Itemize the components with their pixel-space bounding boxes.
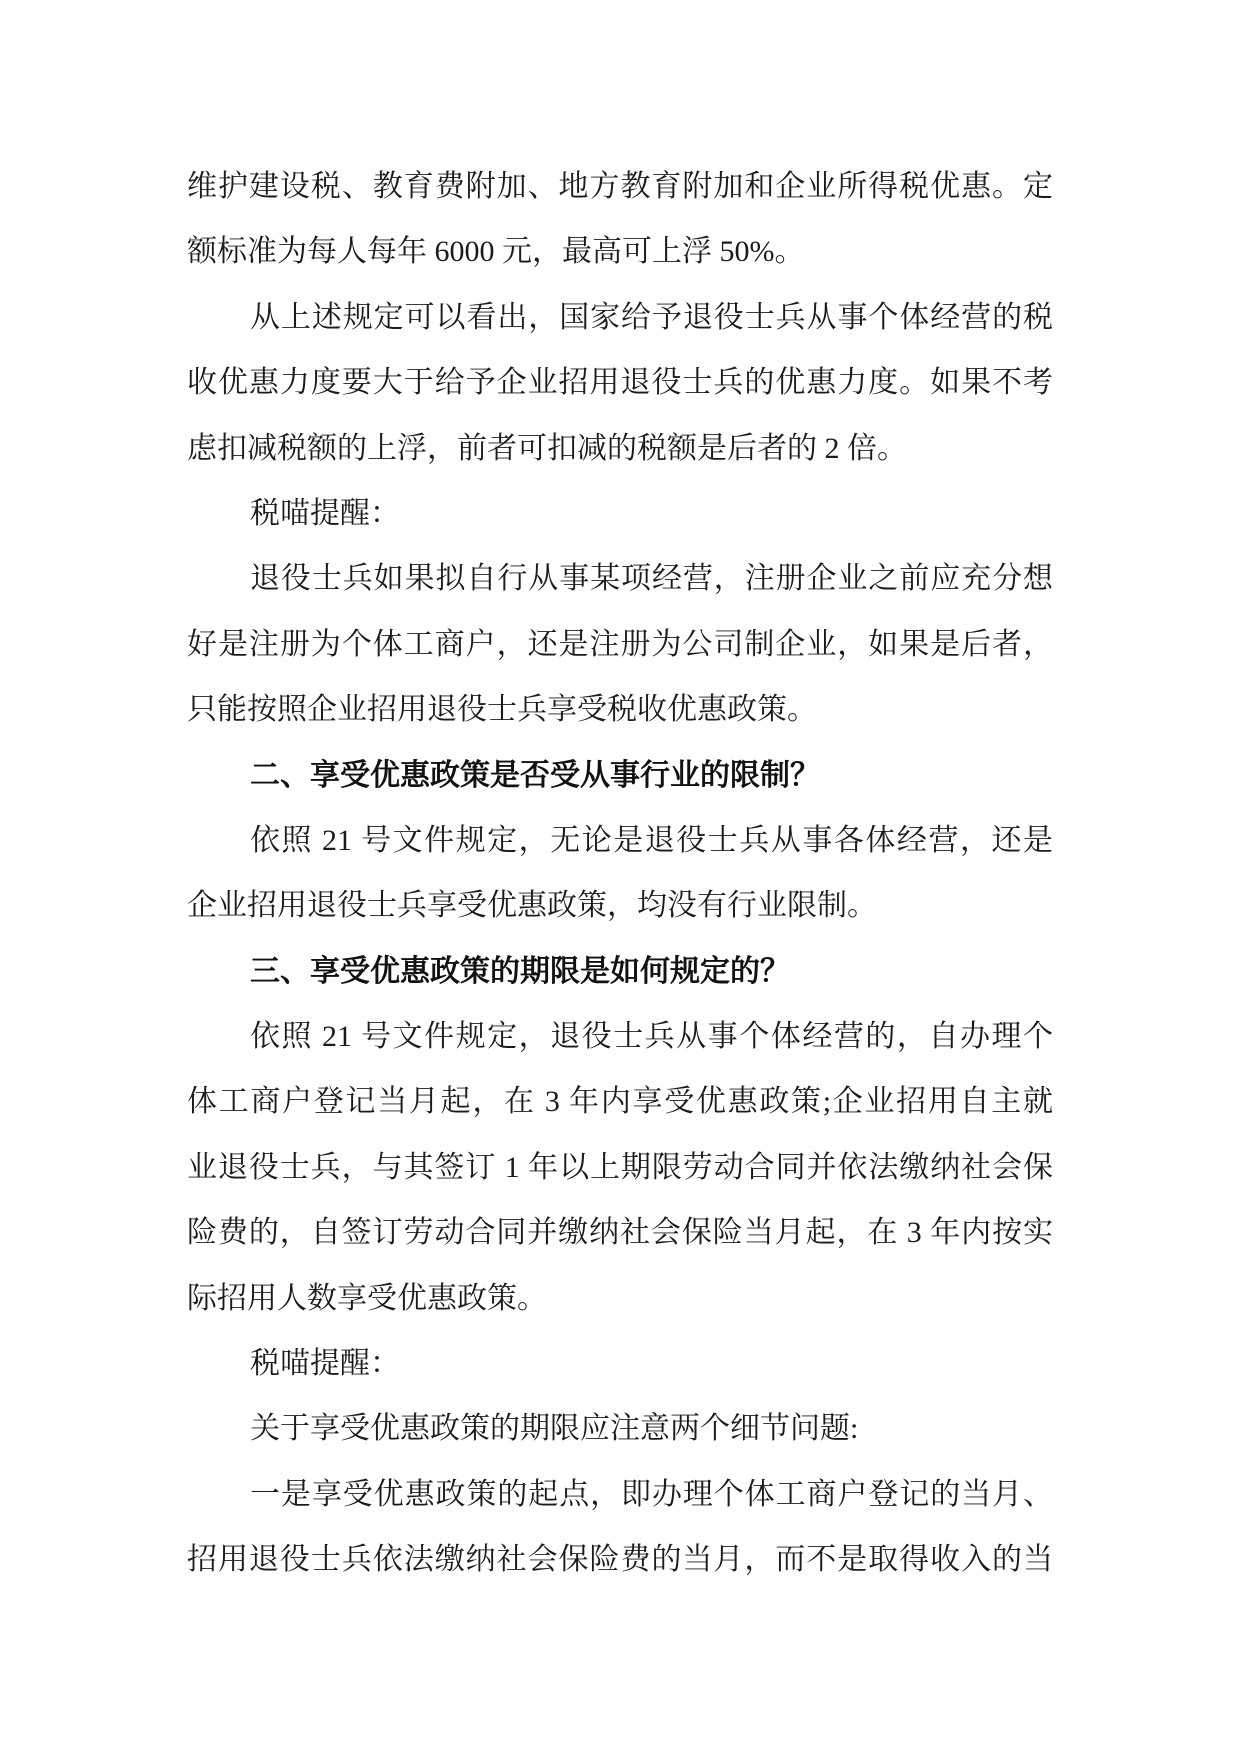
body-text-line: 虑扣减税额的上浮，前者可扣减的税额是后者的 2 倍。 <box>187 431 907 465</box>
section-heading-line: 二、享受优惠政策是否受从事行业的限制？ <box>250 758 820 792</box>
body-text-line: 依照 21 号文件规定，无论是退役士兵从事各体经营，还是 <box>250 823 1053 857</box>
section-heading-line: 三、享受优惠政策的期限是如何规定的？ <box>250 954 790 988</box>
body-text-line: 退役士兵如果拟自行从事某项经营，注册企业之前应充分想 <box>250 562 1053 596</box>
body-text-line: 险费的，自签订劳动合同并缴纳社会保险当月起，在 3 年内按实 <box>187 1216 1053 1250</box>
body-text-line: 招用退役士兵依法缴纳社会保险费的当月，而不是取得收入的当 <box>187 1543 1053 1577</box>
body-text-line: 收优惠力度要大于给予企业招用退役士兵的优惠力度。如果不考 <box>187 366 1053 400</box>
body-text-line: 只能按照企业招用退役士兵享受税收优惠政策。 <box>187 693 817 727</box>
body-text-line: 际招用人数享受优惠政策。 <box>187 1281 547 1315</box>
body-text-line: 税喵提醒： <box>250 1347 400 1381</box>
body-text-line: 税喵提醒： <box>250 496 400 530</box>
body-text-line: 企业招用退役士兵享受优惠政策，均没有行业限制。 <box>187 889 877 923</box>
body-text-line: 关于享受优惠政策的期限应注意两个细节问题: <box>250 1412 859 1446</box>
body-text-line: 一是享受优惠政策的起点，即办理个体工商户登记的当月、 <box>250 1477 1053 1511</box>
body-text-line: 依照 21 号文件规定，退役士兵从事个体经营的，自办理个 <box>250 1020 1053 1054</box>
body-text-line: 从上述规定可以看出，国家给予退役士兵从事个体经营的税 <box>250 300 1053 334</box>
body-text-line: 维护建设税、教育费附加、地方教育附加和企业所得税优惠。定 <box>187 170 1053 203</box>
body-text-line: 额标准为每人每年 6000 元，最高可上浮 50%。 <box>187 235 805 269</box>
body-text-line: 业退役士兵，与其签订 1 年以上期限劳动合同并依法缴纳社会保 <box>187 1150 1053 1184</box>
body-text-line: 体工商户登记当月起，在 3 年内享受优惠政策;企业招用自主就 <box>187 1085 1053 1119</box>
text-block <box>187 154 1053 1593</box>
body-text-line: 好是注册为个体工商户，还是注册为公司制企业，如果是后者， <box>187 627 1053 661</box>
